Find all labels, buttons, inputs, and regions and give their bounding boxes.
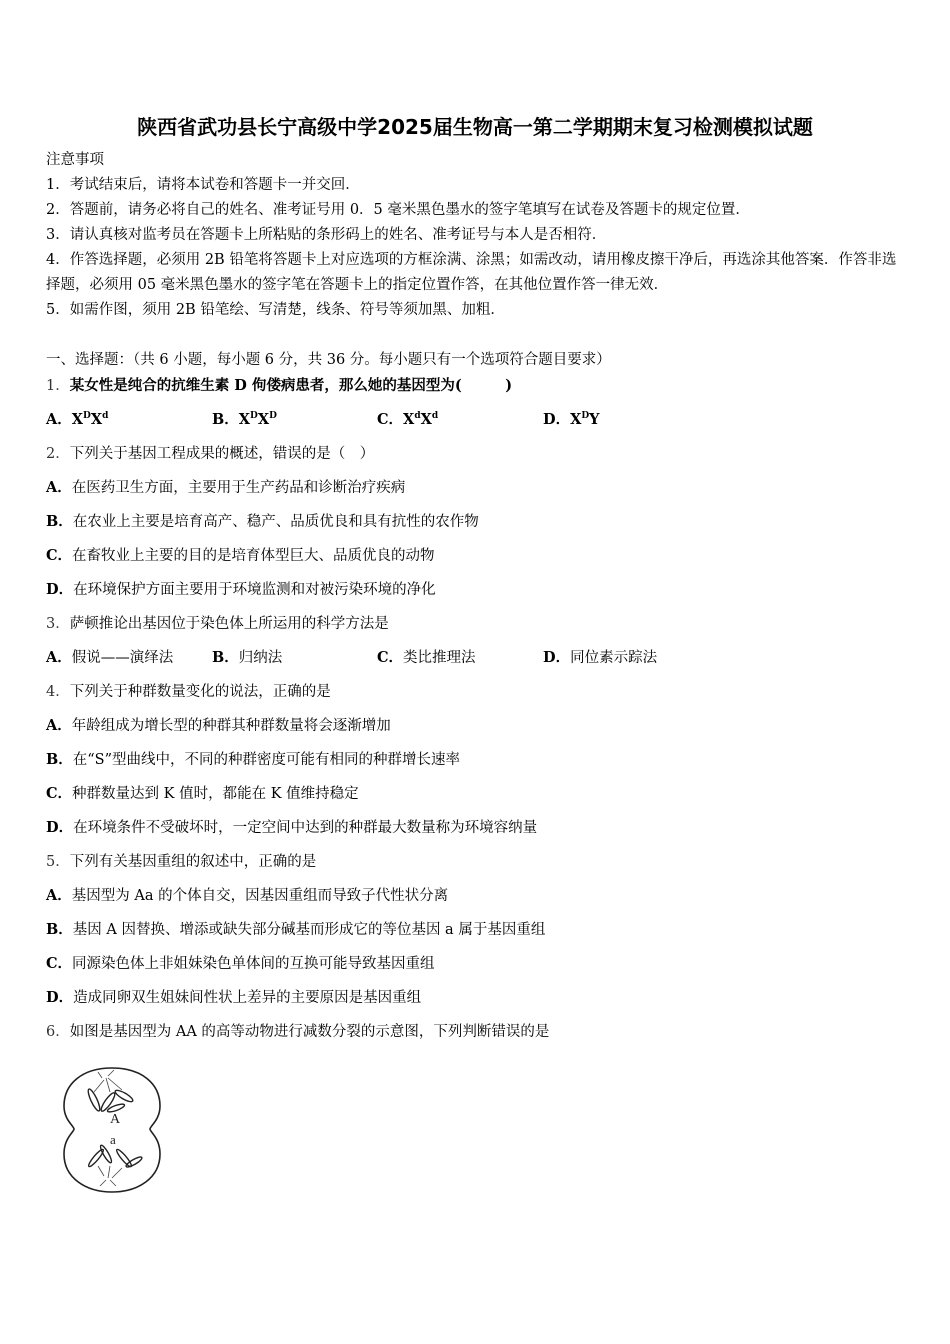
q3-option-d[interactable]: D．同位素示踪法 — [543, 649, 658, 666]
q4-option-d[interactable]: D．在环境条件不受破坏时，一定空间中达到的种群最大数量称为环境容纳量 — [46, 819, 538, 836]
cell-outline — [64, 1068, 160, 1192]
section-heading: 一、选择题：（共 6 小题，每小题 6 分，共 36 分。每小题只有一个选项符合题目要求） — [46, 352, 611, 368]
question-2 — [46, 444, 374, 464]
q2-option-d[interactable]: D．在环境保护方面主要用于环境监测和对被污染环境的净化 — [46, 581, 436, 598]
q5-option-a[interactable]: A．基因型为 Aa 的个体自交，因基因重组而导致子代性状分离 — [46, 887, 449, 904]
q3-option-c[interactable]: C．类比推理法 — [377, 649, 476, 666]
notice-item-4: 4．作答选择题，必须用 2B 铅笔将答题卡上对应选项的方框涂满、涂黑；如需改动，请用橡皮擦干净后，再选涂其他答案．作答非选择题，必须用 05 毫米黑色墨水的签字笔在答题卡上的指定位置作答，在其他位置作答一律无效． — [46, 252, 897, 293]
q3-option-b[interactable]: B．归纳法 — [212, 649, 283, 666]
question-stem: 如图是基因型为 AA 的高等动物进行减数分裂的示意图，下列判断错误的是 — [69, 1024, 550, 1040]
notice-item-2: 2．答题前，请务必将自己的姓名、准考证号用 0．5 毫米黑色墨水的签字笔填写在试卷及答题卡的规定位置． — [46, 202, 750, 218]
allele-label-lower: a — [110, 1132, 116, 1147]
q1-option-d[interactable]: D．$X^DY$ — [543, 411, 600, 428]
question-number: 1． — [46, 378, 70, 394]
notice-item-1: 1．考试结束后，请将本试卷和答题卡一并交回． — [46, 177, 360, 193]
meiosis-cell-diagram — [58, 1062, 166, 1196]
question-1 — [46, 376, 512, 396]
question-number: 5． — [46, 854, 70, 870]
question-number: 3． — [46, 616, 70, 632]
q2-option-b[interactable]: B．在农业上主要是培育高产、稳产、品质优良和具有抗性的农作物 — [46, 513, 479, 530]
question-stem: 下列有关基因重组的叙述中，正确的是 — [69, 854, 317, 870]
notice-item-3: 3．请认真核对监考员在答题卡上所粘贴的条形码上的姓名、准考证号与本人是否相符． — [46, 227, 607, 243]
question-number: 2． — [46, 446, 70, 462]
question-5 — [46, 852, 316, 872]
q5-option-b[interactable]: B．基因 A 因替换、增添或缺失部分碱基而形成它的等位基因 a 属于基因重组 — [46, 921, 546, 938]
q2-option-a[interactable]: A．在医药卫生方面，主要用于生产药品和诊断治疗疾病 — [46, 479, 406, 496]
q1-option-c[interactable]: C．$X^dX^d$ — [377, 411, 439, 428]
question-stem: 萨顿推论出基因位于染色体上所运用的科学方法是 — [69, 616, 389, 632]
notice-item-5: 5．如需作图，须用 2B 铅笔绘、写清楚，线条、符号等须加黑、加粗． — [46, 302, 505, 318]
q5-option-d[interactable]: D．造成同卵双生姐妹间性状上差异的主要原因是基因重组 — [46, 989, 422, 1006]
lower-chromosomes — [87, 1144, 143, 1169]
q2-option-c[interactable]: C．在畜牧业上主要的目的是培育体型巨大、品质优良的动物 — [46, 547, 435, 564]
q5-option-c[interactable]: C．同源染色体上非姐妹染色单体间的互换可能导致基因重组 — [46, 955, 435, 972]
q4-option-c[interactable]: C．种群数量达到 K 值时，都能在 K 值维持稳定 — [46, 785, 359, 802]
q3-option-a[interactable]: A．假说——演绎法 — [46, 649, 174, 666]
question-3 — [46, 614, 389, 634]
question-6 — [46, 1022, 549, 1042]
question-stem: 下列关于种群数量变化的说法，正确的是 — [69, 684, 331, 700]
question-number: 6． — [46, 1024, 70, 1040]
lower-spindle-fibers — [98, 1166, 122, 1186]
q4-option-b[interactable]: B．在“S”型曲线中，不同的种群密度可能有相同的种群增长速率 — [46, 751, 461, 768]
question-stem: 下列关于基因工程成果的概述，错误的是（ ） — [69, 446, 375, 462]
upper-spindle-fibers — [94, 1070, 122, 1092]
page-title: 陕西省武功县长宁高级中学2025届生物高一第二学期期末复习检测模拟试题 — [137, 115, 813, 139]
allele-label-upper: A — [110, 1112, 121, 1127]
question-4 — [46, 682, 331, 702]
q4-option-a[interactable]: A．年龄组成为增长型的种群其种群数量将会逐渐增加 — [46, 717, 391, 734]
q1-option-b[interactable]: B．$X^DX^D$ — [212, 411, 277, 428]
notice-heading: 注意事项 — [46, 152, 104, 168]
question-stem: 某女性是纯合的抗维生素 D 佝偻病患者，那么她的基因型为( ) — [69, 377, 513, 394]
question-number: 4． — [46, 684, 70, 700]
q1-option-a[interactable]: A．$X^DX^d$ — [46, 411, 109, 428]
